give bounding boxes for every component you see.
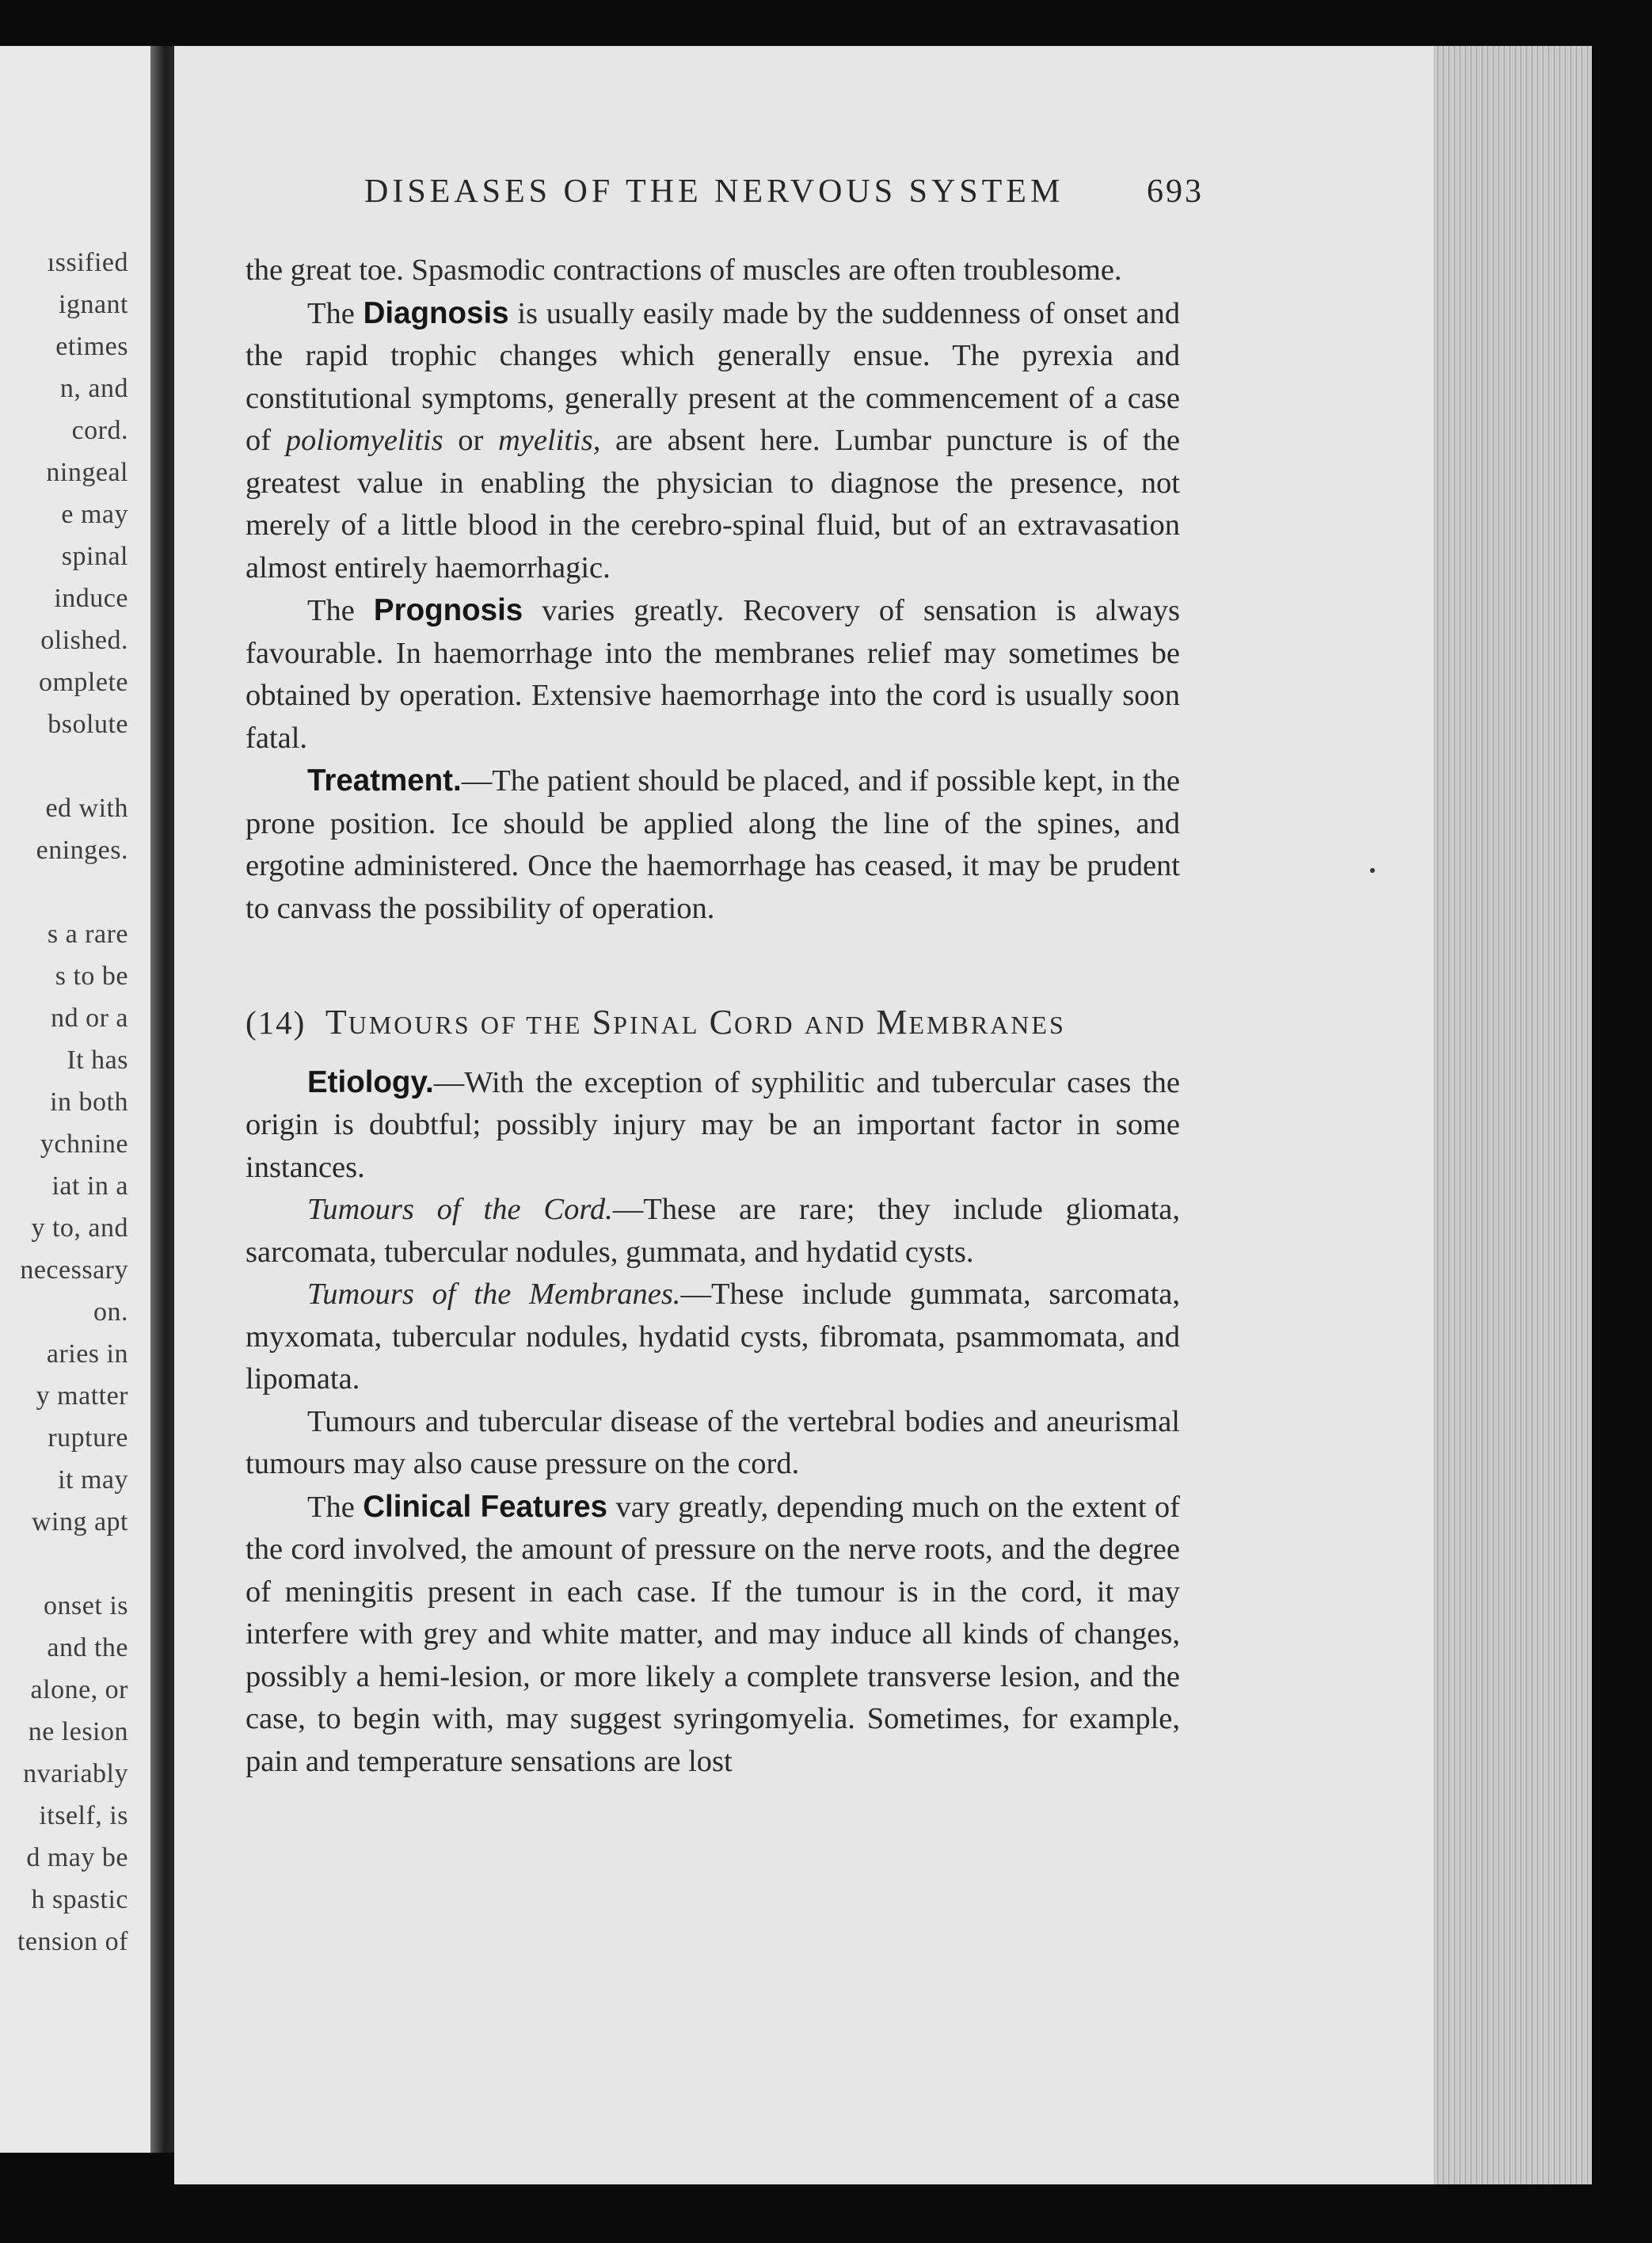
left-page-line: ningeal: [46, 458, 128, 487]
term-poliomyelitis: poliomyelitis: [285, 424, 443, 457]
page-edges: [1433, 46, 1592, 2184]
heading-cap: M: [876, 1003, 909, 1042]
text-run: or: [443, 424, 498, 457]
section-heading: [246, 1001, 1180, 1047]
heading-cap: T: [325, 1003, 348, 1042]
page-number: 693: [1147, 173, 1204, 210]
text-run: —With the exception of syphilitic and tubercular cases the origin is doubtful; possibly injury may be an important factor in some instances.: [246, 1065, 1180, 1184]
keyword-etiology: Etiology.: [307, 1064, 434, 1099]
left-page-line: induce: [54, 584, 128, 613]
heading-word: EMBRANES: [908, 1011, 1066, 1039]
left-page-line: olished.: [40, 626, 128, 655]
paragraph-vertebral: Tumours and tubercular disease of the vertebral bodies and aneurismal tumours may also cause pressure on the cord.: [246, 1404, 1180, 1480]
heading-cap: C: [709, 1003, 734, 1042]
main-text: [246, 249, 1180, 1783]
left-page-line: nd or a: [51, 1003, 128, 1033]
text-run: —These include gummata, sarcomata, myxomata, tubercular nodules, hydatid cysts, fibromata, psammomata, and lipomata.: [246, 1278, 1180, 1396]
left-page-line: d may be: [26, 1843, 128, 1872]
paragraph-clinical-features: [246, 1486, 1180, 1784]
paragraph-treatment: [246, 760, 1180, 930]
left-page-line: e may: [61, 500, 128, 529]
heading-cap: S: [592, 1003, 614, 1042]
left-page-line: aries in: [46, 1339, 128, 1369]
paragraph-etiology: [246, 1061, 1180, 1190]
text-run: —The patient should be placed, and if possible kept, in the prone position. Ice should be applied along the line of the spines, and ergotine administered. Once the haemorrhage has ceased, it may be prudent to canvass the possibility of operation.: [246, 764, 1180, 925]
heading-word: PINAL: [613, 1011, 700, 1039]
book-gutter: [150, 46, 174, 2153]
left-page-line: y matter: [36, 1381, 128, 1411]
text-run: The: [307, 1490, 364, 1524]
left-page-line: ıssified: [47, 248, 128, 277]
heading-word: ORD: [733, 1011, 795, 1039]
ink-smudge: [1370, 868, 1375, 873]
text-run: —These are rare; they include gliomata, sarcomata, tubercular nodules, gummata, and hydatid cysts.: [246, 1193, 1180, 1269]
running-title: DISEASES OF THE NERVOUS SYSTEM: [364, 173, 1064, 210]
label-tumours-membranes: Tumours of the Membranes.: [307, 1278, 681, 1311]
running-head: [364, 173, 1204, 211]
left-page-line: rupture: [48, 1423, 128, 1453]
left-page-line: cord.: [71, 416, 128, 445]
left-page-line: y to, and: [31, 1213, 128, 1243]
heading-word: UMOURS: [348, 1011, 471, 1039]
keyword-diagnosis: Diagnosis: [363, 295, 509, 330]
keyword-treatment: Treatment.: [307, 764, 462, 798]
left-page-line: ychnine: [40, 1129, 128, 1159]
left-page-line: s a rare: [47, 920, 128, 949]
left-page-line: h spastic: [31, 1885, 128, 1914]
paragraph-tumours-cord: [246, 1189, 1180, 1274]
left-page-line: on.: [93, 1297, 128, 1327]
left-page-line: and the: [47, 1633, 128, 1662]
left-page-line: spinal: [61, 542, 128, 571]
heading-word: OF THE: [480, 1011, 583, 1039]
text-run: The: [307, 594, 374, 627]
paragraph-diagnosis: [246, 292, 1180, 590]
keyword-prognosis: Prognosis: [373, 593, 523, 627]
left-page-line: itself, is: [39, 1801, 128, 1830]
left-page: [0, 46, 150, 2153]
left-page-line: etimes: [55, 332, 128, 361]
paragraph-prognosis: [246, 589, 1180, 760]
left-page-line: alone, or: [30, 1675, 128, 1704]
paragraph-tumours-membranes: [246, 1274, 1180, 1401]
left-page-line: eninges.: [36, 836, 128, 865]
left-page-line: ignant: [59, 290, 128, 319]
text-run: vary greatly, depending much on the extent of the cord involved, the amount of pressure on the nerve roots, and the degree of meningitis present in each case. If the tumour is in the cord, it may interfere with grey and white matter, and may induce all kinds of changes, possibly a hemi-lesion, or more likely a complete transverse lesion, and the case, to begin with, may suggest syringomyelia. Sometimes, for example, pain and temperature sensations are lost: [246, 1490, 1180, 1778]
left-page-line: iat in a: [51, 1171, 128, 1201]
text-run: varies greatly. Recovery of sensation is always favourable. In haemorrhage into the membranes relief may sometimes be obtained by operation. Extensive haemorrhage into the cord is usually soon fatal.: [246, 594, 1180, 755]
text-run: The: [307, 296, 364, 330]
left-page-line: ne lesion: [28, 1717, 128, 1746]
left-page-line: ed with: [45, 794, 128, 823]
left-page-line: bsolute: [48, 710, 128, 739]
left-page-line: onset is: [44, 1591, 128, 1620]
label-tumours-cord: Tumours of the Cord.: [307, 1193, 613, 1226]
left-page-line: necessary: [20, 1255, 128, 1285]
keyword-clinical-features: Clinical Features: [363, 1489, 608, 1524]
left-page-line: wing apt: [31, 1507, 128, 1537]
heading-word: AND: [804, 1011, 867, 1039]
left-page-line: nvariably: [23, 1759, 128, 1788]
left-page-line: it may: [58, 1465, 128, 1495]
left-page-line: omplete: [38, 668, 128, 697]
text-run: is usually easily made by the suddenness of onset and the rapid trophic changes which generally ensue. The pyrexia and constitutional symptoms, generally present at the commencement of a case of: [246, 296, 1180, 457]
left-page-line: in both: [50, 1087, 128, 1117]
left-page-line: s to be: [55, 962, 128, 991]
left-page-line: n, and: [59, 374, 128, 403]
term-myelitis: myelitis,: [497, 424, 601, 457]
paragraph-continued: the great toe. Spasmodic contractions of muscles are often troublesome.: [246, 253, 1122, 287]
left-page-line: tension of: [17, 1927, 128, 1956]
text-run: are absent here. Lumbar puncture is of the greatest value in enabling the physician to diagnose the presence, not merely of a little blood in the cerebro-spinal fluid, but of an extravasation almost entirely haemorrhagic.: [246, 424, 1180, 585]
left-page-line: It has: [67, 1045, 128, 1075]
section-number: (14): [246, 1004, 306, 1041]
